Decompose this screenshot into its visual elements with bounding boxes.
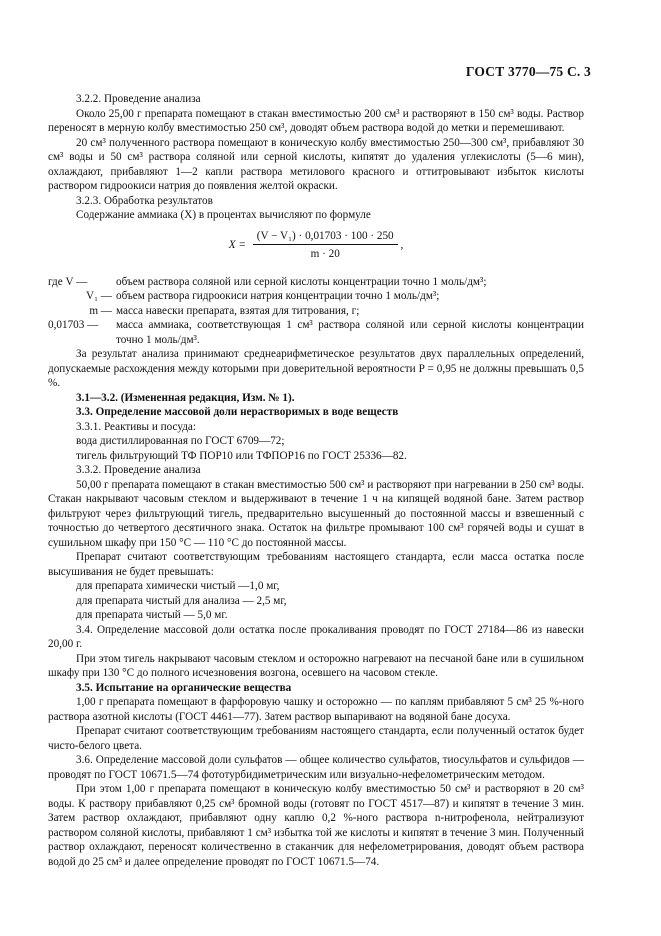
paragraph: 20 см³ полученного раствора помещают в коническую колбу вместимостью 250—300 см³, прибавляют 30 см³ воды и 50 см³ раствора соляной или серной кислоты, кипятят до удаления углекислоты (5—6 мин), охлаждают, прибавляют 1—2 капли раствора метилового красного и оттитровывают избыток кислоты раствором гидроокиси натрия до появления желтой окраски.	[48, 136, 584, 192]
legend-row	[48, 289, 584, 304]
paragraph: Препарат считают соответствующим требованиям настоящего стандарта, если масса остатка после высушивания не будет превышать:	[48, 551, 584, 578]
legend-key: 0,01703 —	[48, 319, 99, 331]
document-body	[48, 92, 584, 869]
paragraph: Содержание аммиака (X) в процентах вычисляют по формуле	[76, 209, 371, 221]
legend-key: m —	[89, 304, 112, 317]
legend-key: V₁ —	[86, 290, 112, 302]
paragraph: При этом тигель накрывают часовым стеклом и осторожно нагревают на песчаной бане или в сушильном шкафу при 130 °С до полного исчезновения возгона, осевшего на часовом стекле.	[48, 652, 584, 679]
page-header: ГОСТ 3770—75 С. 3	[465, 64, 591, 79]
formula-lhs: X =	[228, 238, 246, 251]
list-item: тигель фильтрующий ТФ ПОР10 или ТФПОР16 по ГОСТ 25336—82.	[76, 449, 407, 462]
legend-key: где V —	[48, 275, 88, 288]
formula-fraction	[253, 229, 398, 262]
formula-comma: ,	[400, 238, 404, 251]
legend-text: масса навески препарата, взятая для титрования, г;	[116, 304, 360, 317]
section-heading: 3.2.3. Обработка результатов	[76, 194, 213, 207]
formula	[48, 229, 584, 269]
legend-row	[48, 304, 584, 319]
paragraph: 1,00 г препарата помещают в фарфоровую чашку и осторожно — по каплям прибавляют 5 см³ 25 %-ного раствора азотной кислоты (ГОСТ 4461—77). Затем раствор выпаривают на водяной бане досуха.	[48, 696, 584, 723]
paragraph: При этом 1,00 г препарата помещают в коническую колбу вместимостью 50 см³ и растворяют в 20 см³ воды. К раствору прибавляют 0,25 см³ бромной воды (готовят по ГОСТ 4517—87) и кипятят в течение 3 мин. Затем раствор охлаждают, прибавляют одну каплю 0,2 %-ного раствора n-нитрофенола, нейтрализуют раствором соляной кислоты, прибавляют 1 см³ избытка той же кислоты и кипятят в течение 3 мин. Полученный раствор охлаждают, переносят количественно в стаканчик для нефелометрирования, доводят объем раствора водой до 25 см³ и далее определение проводят по ГОСТ 10671.5—74.	[48, 783, 584, 868]
legend-row	[48, 275, 584, 290]
formula-numerator: (V − V₁) · 0,01703 · 100 · 250	[253, 229, 398, 246]
legend-row	[48, 318, 584, 347]
subsection-heading: 3.3.1. Реактивы и посуда:	[76, 420, 196, 433]
subsection-heading: 3.3.2. Проведение анализа	[76, 464, 201, 476]
paragraph: 50,00 г препарата помещают в стакан вместимостью 500 см³ и растворяют при нагревании в 250 см³ воды. Стакан накрывают часовым стеклом и выдерживают в течение 1 ч на кипящей водяной бане. Затем раствор фильтруют через фильтрующий тигель, предварительно высушенный до постоянной массы и взвешенный с точностью до четвертого десятичного знака. Остаток на фильтре промывают 100 см³ горячей воды и сушат в сушильном шкафу при 150 °С — 110 °С до постоянной массы.	[48, 478, 584, 549]
amendment-note: 3.1—3.2. (Измененная редакция, Изм. № 1).	[76, 391, 295, 404]
paragraph: 3.4. Определение массовой доли остатка после прокаливания проводят по ГОСТ 27184—86 из навески 20,00 г.	[48, 623, 584, 650]
formula-denominator: m · 20	[310, 248, 340, 260]
list-item: вода дистиллированная по ГОСТ 6709—72;	[76, 435, 285, 447]
legend-text: объем раствора соляной или серной кислоты концентрации точно 1 моль/дм³;	[116, 275, 487, 288]
list-item: для препарата чистый для анализа — 2,5 мг,	[76, 594, 287, 607]
legend-text: масса аммиака, соответствующая 1 см³ раствора соляной или серной кислоты концентрации точно 1 моль/дм³.	[116, 319, 584, 346]
list-item: для препарата чистый — 5,0 мг.	[76, 609, 228, 621]
legend-text: объем раствора гидроокиси натрия концентрации точно 1 моль/дм³;	[116, 290, 440, 302]
list-item: для препарата химически чистый —1,0 мг,	[76, 580, 280, 592]
section-heading: 3.2.2. Проведение анализа	[76, 93, 201, 105]
paragraph: За результат анализа принимают среднеарифметическое результатов двух параллельных определений, допускаемые расхождения между которыми при доверительной вероятности P = 0,95 не должны превышать 0,5 %.	[48, 348, 584, 389]
section-heading: 3.5. Испытание на органические вещества	[76, 681, 292, 694]
paragraph: Около 25,00 г препарата помещают в стакан вместимостью 200 см³ и растворяют в 150 см³ воды. Раствор переносят в мерную колбу вместимостью 250 см³, доводят объем раствора водой до метки и перемешивают.	[48, 107, 584, 134]
section-heading: 3.3. Определение массовой доли нерастворимых в воде веществ	[76, 406, 399, 418]
paragraph: Препарат считают соответствующим требованиям настоящего стандарта, если полученный остаток будет чисто-белого цвета.	[48, 725, 584, 752]
paragraph: 3.6. Определение массовой доли сульфатов — общее количество сульфатов, тиосульфатов и сульфидов — проводят по ГОСТ 10671.5—74 фототурбидиметрическим или визуально-нефелометрическим методом.	[48, 754, 584, 781]
